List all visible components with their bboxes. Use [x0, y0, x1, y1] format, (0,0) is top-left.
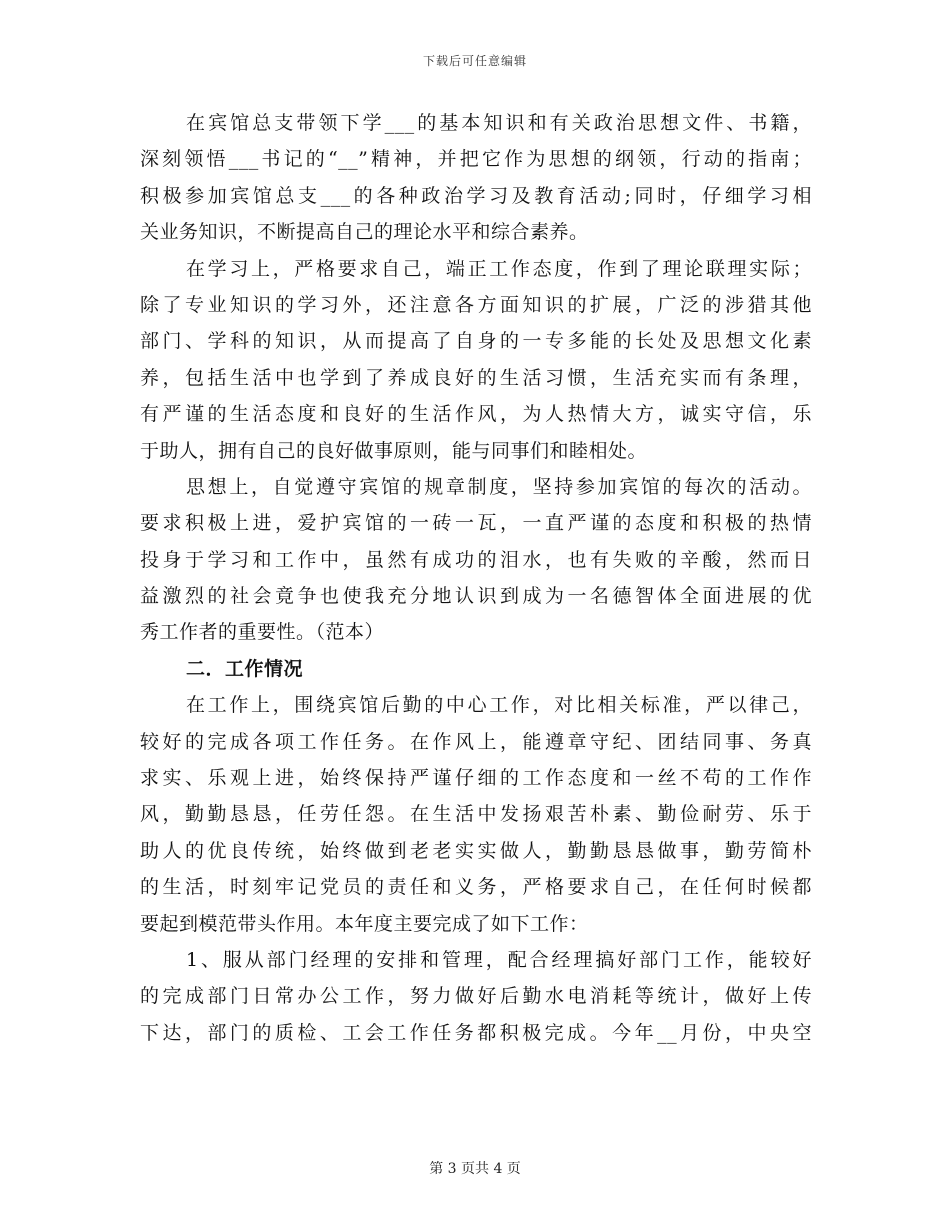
- text-line: 求实、乐观上进，始终保持严谨仔细的工作态度和一丝不苟的工作作: [140, 767, 812, 790]
- text-line: 有严谨的生活态度和良好的生活作风，为人热情大方，诚实守信，乐: [140, 403, 812, 426]
- text-line: 风，勤勤恳恳，任劳任怨。在生活中发扬艰苦朴素、勤俭耐劳、乐于: [140, 803, 812, 826]
- text-line: 秀工作者的重要性。（范本）: [140, 621, 385, 644]
- text-line: 养，包括生活中也学到了养成良好的生活习惯，生活充实而有条理，: [140, 366, 812, 389]
- text-line: 于助人，拥有自己的良好做事原则，能与同事们和睦相处。: [140, 439, 648, 462]
- text-line: 的生活，时刻牢记党员的责任和义务，严格要求自己，在任何时候都: [140, 876, 812, 899]
- text-line: 思想上，自觉遵守宾馆的规章制度，坚持参加宾馆的每次的活动。: [186, 475, 812, 498]
- text-line: 除了专业知识的学习外，还注意各方面知识的扩展，广泛的涉猎其他: [140, 293, 812, 316]
- section-heading: 二．工作情况: [186, 657, 304, 680]
- text-line: 较好的完成各项工作任务。在作风上，能遵章守纪、团结同事、务真: [140, 730, 812, 753]
- text-line: 深刻领悟___书记的“__”精神，并把它作为思想的纲领，行动的指南；: [140, 148, 812, 171]
- document-body: [140, 105, 812, 1051]
- text-line: 益激烈的社会竟争也使我充分地认识到成为一名德智体全面进展的优: [140, 585, 812, 608]
- text-line: 部门、学科的知识，从而提高了自身的一专多能的长处及思想文化素: [140, 330, 812, 353]
- text-line: 的完成部门日常办公工作，努力做好后勤水电消耗等统计，做好上传: [140, 985, 812, 1008]
- text-line: 投身于学习和工作中，虽然有成功的泪水，也有失败的辛酸，然而日: [140, 548, 812, 571]
- text-line: 要求积极上进，爱护宾馆的一砖一瓦，一直严谨的态度和积极的热情: [140, 512, 812, 535]
- text-line: 下达，部门的质检、工会工作任务都积极完成。今年__月份，中央空: [140, 1021, 812, 1044]
- text-line: 在宾馆总支带领下学___的基本知识和有关政治思想文件、书籍，: [186, 112, 812, 134]
- text-line: 要起到模范带头作用。本年度主要完成了如下工作：: [140, 912, 589, 935]
- text-line: 关业务知识，不断提高自己的理论水平和综合素养。: [140, 221, 589, 244]
- text-line: 积极参加宾馆总支___的各种政治学习及教育活动;同时，仔细学习相: [140, 184, 812, 207]
- page-header: 下载后可任意编辑: [422, 54, 527, 68]
- text-line: 助人的优良传统，始终做到老老实实做人，勤勤恳恳做事，勤劳简朴: [140, 839, 812, 862]
- text-line: 在学习上，严格要求自己，端正工作态度，作到了理论联理实际；: [186, 257, 812, 280]
- text-line: 1、服从部门经理的安排和管理，配合经理搞好部门工作，能较好: [186, 948, 812, 971]
- text-line: 在工作上，围绕宾馆后勤的中心工作，对比相关标准，严以律己，: [186, 694, 812, 717]
- page-footer: 第 3 页共 4 页: [429, 1161, 521, 1177]
